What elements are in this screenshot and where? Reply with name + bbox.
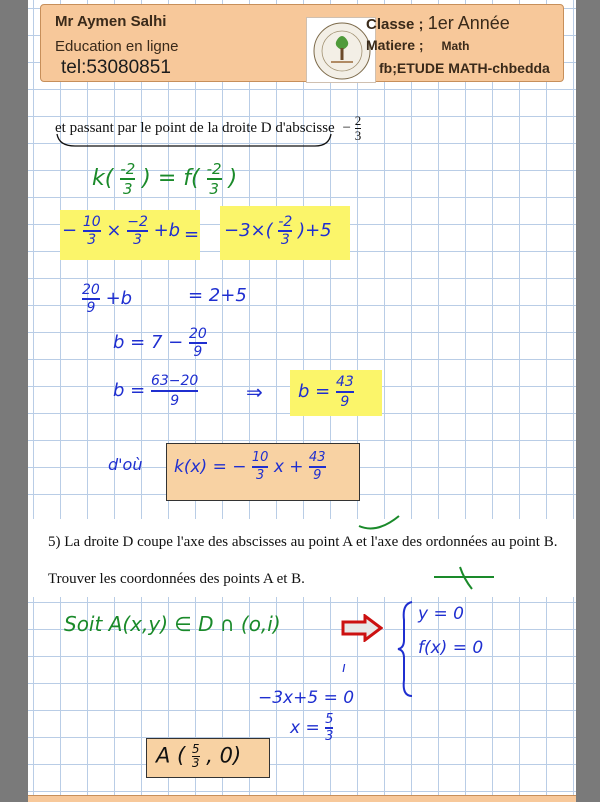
next-page-header-edge [28,795,576,802]
system-eq1: y = 0 [418,604,464,624]
equation-k-equals-f [92,160,237,198]
subtitle: Education en ligne [55,38,179,55]
matiere-value: Math [441,39,470,53]
author-name: Mr Aymen Salhi [55,13,167,30]
eq2-equals: = [184,224,200,245]
solve2-num: 5 [325,712,334,727]
eq5-frac-den: 9 [170,393,180,409]
eq6-frac-den: 9 [340,394,350,410]
eq5-frac-num: 63−20 [151,372,198,392]
eq2-frac3-num: -2 [278,214,293,230]
kx-frac1-den: 3 [256,468,265,483]
k-expression [174,450,326,484]
brace-underline [55,132,335,152]
eq1-close: ) [228,166,238,191]
equation-line4 [113,326,207,360]
eq3-frac-num: 20 [82,282,100,298]
equation-line3 [82,282,132,316]
eq4-frac-num: 20 [188,326,207,342]
implies-arrow: ⇒ [246,380,263,404]
eq3-mid: +b [105,288,133,309]
line1-text: et passant par le point de la droite D d'abscisse [55,119,335,136]
eq2-frac1-den: 3 [87,232,97,248]
header-banner [40,4,564,82]
eq6-left: b = [298,381,331,402]
solve2-left: x = [290,718,320,738]
equation-x-value [290,712,333,744]
eq2-right-a: −3×( [224,220,273,241]
eq2-left-a: − [62,220,78,241]
classe-field [366,13,510,34]
kx-frac2-den: 9 [313,468,322,483]
eq1-num-left: -2 [120,160,136,178]
fraction-minus-two-thirds [342,114,361,143]
pa-right: , 0) [206,743,242,768]
question-5-line2: Trouver les coordonnées des points A et B. [48,571,305,587]
eq4-left: b = 7 − [113,332,184,353]
fraction-num: 2 [354,113,362,128]
kx-frac2-num: 43 [309,450,326,468]
eq2-left-c: +b [153,220,181,241]
equation-line5 [113,372,198,410]
pa-den: 3 [191,756,200,770]
green-scribble [432,565,498,591]
eq1-den-right: 3 [209,180,219,198]
eq5-left: b = [113,380,146,401]
pa-num: 5 [191,742,200,756]
eq2-frac1-num: 10 [82,214,101,230]
matiere-label: Matiere ; [366,37,424,53]
eq3-frac-den: 9 [86,300,96,316]
eq1-num-right: -2 [206,160,222,178]
equation-b-result [298,373,354,411]
eq1-left: k( [92,166,114,191]
eq2-right-b: )+5 [298,220,332,241]
fraction-den: 3 [354,128,362,143]
system-eq2: f(x) = 0 [418,638,484,658]
red-arrow-icon [341,614,383,642]
stray-mark: ı [342,660,346,676]
equation-line2-left [62,214,180,248]
equation-solve-x: −3x+5 = 0 [258,688,355,708]
system-brace [396,600,416,698]
kx-frac1-num: 10 [252,450,269,468]
eq2-frac3-den: 3 [280,232,290,248]
phone: tel:53080851 [61,57,171,78]
solve2-den: 3 [325,729,334,744]
matiere-field [366,37,469,53]
equation-line2-right [224,214,332,248]
eq6-frac-num: 43 [336,373,354,393]
kx-left: k(x) = − [174,457,247,477]
classe-label: Classe ; [366,16,424,33]
fraction-sign: − [342,120,351,136]
kx-mid: x + [273,457,304,477]
eq1-mid: ) = f( [142,166,200,191]
point-a-result [156,743,241,770]
pa-left: A ( [156,743,186,768]
eq3-right: = 2+5 [188,285,247,306]
eq2-left-b: × [106,220,122,241]
eq1-den-left: 3 [123,180,133,198]
eq4-frac-den: 9 [193,344,203,360]
classe-value: 1er Année [427,13,510,33]
eq2-frac2-num: −2 [127,214,148,230]
facebook-page: fb;ETUDE MATH-chbedda [379,60,550,76]
soit-statement: Soit A(x,y) ∈ D ∩ (o,i) [64,612,281,636]
question-5-line1: 5) La droite D coupe l'axe des abscisses au point A et l'axe des ordonnées au point B. [48,534,558,550]
eq2-frac2-den: 3 [133,232,142,248]
donc-label: d'où [108,455,143,474]
green-check-mark [355,512,405,534]
